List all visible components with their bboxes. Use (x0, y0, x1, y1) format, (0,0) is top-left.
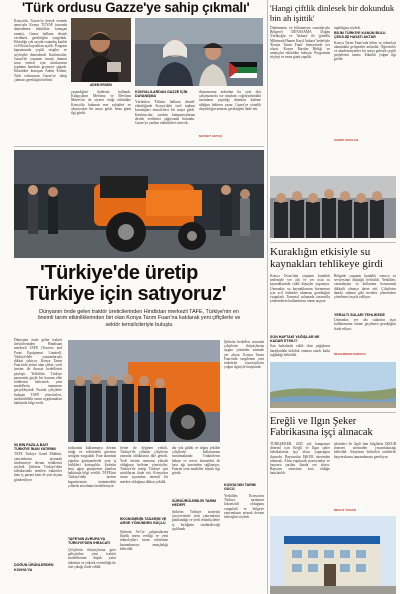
top-photo-2 (135, 18, 263, 86)
right-article1-byline: AHMET ARSLAN (334, 138, 358, 142)
main-col3-subhead: EKONOMİNİN TASARIM VE ARGE YÖNÜNDEN GÜÇLÜ (120, 517, 167, 526)
main-photo-tractor (14, 150, 264, 258)
right-headline-3: Ereğli ve Ilgın Şeker Fabrikasına işçi alınacak (270, 416, 373, 439)
right-divider-1 (270, 242, 396, 243)
right-article3-byline: MESUT TURAN (334, 508, 356, 512)
main-col5-subhead: KONYA'NIN TARIM GÜCÜ (224, 483, 256, 492)
main-col1-subhead2: DOĞUN ÜRÜNLERDEN KONYA'YA (14, 563, 54, 572)
right-article1-col1: Dinlemenin ve bilinmeyen vasıtalarıyla Bölgesel DENASAMA Doğan Yürükoğlu ve 'Ankara' ile 'gönüllü Mihrimah Hanım Kaşif Ankara' hedefiyle 'Konya Tarım Fuarı' bünyesinde yer alıyor. Konya Barolar Birliği ve sanatçılar etkinlikte buluştu. Programda söyleşi ve imza günü yapıldı. (270, 26, 330, 60)
main-col1-text2: TAFE Türkiye Genel Müdürü, yatırımlarını artırarak sürdürmeye devam ettiklerini söyledi. Şirketin Türkiye'deki fabrikasında üretilen traktörler hem iç pazara hem de yurt dışına gönderiliyor. (14, 452, 62, 482)
right-article2-subhead2: YERALTI SULARI TEHLİKEDE (334, 313, 385, 317)
right-article2-col2-text2: Uzmanlar, yer altı sularının aşırı kullanımının önüne geçilmesi gerektiğini ifade ediyor. (334, 318, 396, 331)
right-article1-col2-text2: Konya Tarım Fuarı'nda bilim ve teknoloji alanındaki gelişmeler anlatıldı. Öğrenciler ve akademisyenler bir araya gelerek çeşitli projelerini tanıttı. Etkinlik yoğun ilgi gördü. (334, 40, 396, 62)
main-col5-text: Şirketin hedefleri arasında çiftçilerin ihtiyaçlarına uygun çözümler sunmak yer alıyor. Konya Tarım Fuarı'nda sergilenen yeni traktörler ziyaretçilerin yoğun ilgisiyle karşılandı. (224, 340, 264, 370)
main-headline-line2: Türkiye için satıyoruz' (26, 283, 227, 305)
right-article2-subhead1: SON HAFTAKİ YAĞIŞLAR NE KADAR ETKİLİ? (270, 335, 320, 344)
right-article1-subhead: BİLİM TÜRKİYE KANUN BULU ÇEKİLİŞİ HAYATI AKTAR (334, 31, 386, 40)
top-article-col4: duyurmanın ardından bu yeni dizi çalışmasında ise mazlum coğrafyalardaki insanların yaşadığı dramları kaleme aldığını belirten yazar, Gazze'ye yönelik duyarlılığın artması gerektiğini ifade etti. (199, 90, 261, 111)
right-divider-2 (270, 412, 396, 413)
right-photo-1 (270, 176, 396, 238)
top-article-col3: Yürütülen 'Filistin halkına destek' etkinliğinde Konya'daki sivil toplum kuruluşları temsilcileri bir araya geldi. Katılımcılar, yardım kampanyalarına destek verilmesi çağrısında bulundu. Gazze'ye yardım etkinlikleri sürecek. (135, 100, 195, 126)
main-col2-subhead: TAFE'NIN AVRUPA'YA TÜRKIYE'DEN IHRACATI (68, 537, 111, 546)
main-col3-text: lerine de değinen yetkili, Türkiye'de yıllardır çiftçilerin yanında olduklarını dile getirdi. Yerli üretim oranının yüksek olduğunu belirten yöneticiler, Türkiye'de üretip Türkiye için sattıklarını ifade etti. Konya'nın tarım açısından önemli bir merkez olduğuna dikkat çekildi. (120, 446, 168, 484)
right-headline-1: 'Hangi çiftlik dinlesek bir dokunduk bin ah işittik' (270, 3, 395, 23)
main-deck: Dünyanın önde gelen traktör üreticilerinden Hindistan merkezli TAFE, Türkiye'nin en önemli tarım etkinliklerinden biri olan Konya Tarım Fuarı'na katılarak yeni çiftçilerle ve sektör temsilcileriyle buluştu (37, 309, 241, 328)
top-article-col2: yaşandığını' ifadesini kullandı. Kitapçıların Mevlana ve Mevlana Müzesi'ni de ziyaret ettiği etkinlikte Konya'da bulunan eser sahipleri ve okuyucular bir araya geldi. İmza günü ilgi gördü. (71, 90, 131, 116)
right-headline-2: Kuraklığın etkisiyle su kaynakları tehlikeye girdi (270, 246, 384, 270)
right-article2-col2 (334, 274, 396, 356)
top-article-col1: Konya'da, 'Gazze'ye destek vermek amacıyla Konya TÜYAP fuarında düzenlenen etkinlikte konuşan sanatçı, Gazze halkına destek verilmesi gerektiğini vurguladı. Etkinliğe çok sayıda vatandaş katıldı ve Filistin bayrakları açıldı. Program kapsamında çeşitli sergiler ve söyleşiler düzenlendi. Katılımcılar, Gazze'de yaşanan insani dramın sona ermesi için uluslararası toplumu harekete geçmeye çağırdı. Etkinlikte konuşan Adem Erdem, Türk ordusunun Gazze'ye sahip çıkması gerektiğini belirtti. (14, 19, 67, 82)
top-photo-1-caption: ADEM ERDEM (90, 83, 112, 87)
main-col4-subhead: SÜRDÜRÜLEBİLİR TARIM HEDEFİ (172, 499, 217, 508)
right-article2-byline: MUHARREM DURSUN (334, 352, 366, 357)
right-article2-col2-text: Bölgede yaşanan kuraklık sonucu su seviyesinin düştüğü belirtildi. Yetkililer, vatandaşları su kullanımı konusunda dikkatli olmaya davet etti. Çiftçilerin damla sulama gibi modern yöntemlere yönelmesi teşvik ediliyor. (334, 274, 396, 300)
right-article2-col1-text2: Son haftalarda etkili olan yağışların barajlardaki doluluk oranına sınırlı katkı sağladığı belirtildi. (270, 344, 330, 357)
divider (14, 146, 264, 147)
main-col1 (14, 338, 62, 594)
right-article2-col1-text: Konya Ovası'nda yaşanan kuraklık nedeniyle yer altı ve yer üstü su kaynaklarında ciddi düşüşler yaşanıyor. Uzmanlar, su kaynaklarının korunması için acil önlemler alınması gerektiğini vurguladı. Tarımsal sulamada tasarruflu yöntemlerin kullanılması önem taşıyor. (270, 274, 330, 304)
main-headline-line1: 'Türkiye'de üretip (40, 262, 198, 284)
right-photo-2 (270, 362, 396, 408)
main-col1-subhead: 50 BİN PAZILA BAYİ TÜRKİYE İNAN YATIRIMI (14, 443, 56, 452)
main-col4-text: dar yüz güldü ve doğru şekilde çiftçilerin kullanımına sunulmaktadır. Traktörlerin bakım ve servis hizmetleri de bayi ağı üzerinden sağlanıyor. Fuarda yeni modeller büyük ilgi gördü. (172, 446, 220, 476)
main-col2-text2: Çiftçilerin ihtiyaçlarına göre geliştirilen yeni traktör modellerinin düşük yakıt tüketimi ve yüksek verimliliği ile öne çıktığı ifade edildi. (68, 548, 116, 569)
main-col4-text2: Şirketin Türkiye stratejisi çerçevesinde yeni yatırımların planlandığı ve yerli tedarikçilerle iş birliğinin sürdürüleceği açıklandı. (172, 510, 220, 531)
right-article2-col1 (270, 274, 330, 357)
main-col1-text: Dünyanın önde gelen traktör üreticilerinden Hindistan merkezli TAFE (Tractors and Farm Equipment Limited), Türkiye'deki yatırımlarıyla dikkat çekiyor. Konya Tarım Fuarı'nda yerini alan şirket, yerli üretim ile ihracat hedeflerini paylaştı. Yetkililer, Türkiye pazarında güçlü bir konum elde ettiklerini belirterek yeni modellerin tanıtımını gerçekleştirdi. Fuarda çiftçilerle buluşan TAFE yöneticileri, sürdürülebilir tarım uygulamaları hakkında bilgi verdi. (14, 338, 62, 406)
top-headline: 'Türk ordusu Gazze'ye sahip çıkmalı' (22, 0, 250, 15)
top-col3-caption: KONYALILARDAN GAZZE İÇİN DAYANIŞMA (135, 90, 188, 99)
right-article1-col2 (334, 26, 396, 127)
right-article3-col1: TÜRKŞEKER, 2025 yılı kampanya dönemi için Ereğli ve Ilgın şeker fabrikalarına işçi alımı yapacağını duyurdu. Başvurular İŞKUR üzerinden alınacak. Alım yapılacak pozisyonlar ve başvuru şartları ilanda yer alıyor. Başvuru süresinin kısa olduğu hatırlatıldı. (270, 442, 330, 476)
main-col5-text2: Yetkililer, Konya'nın Türkiye tarımının lokomotifi olduğunu vurguladı ve bölgeye yatırımların artarak devam edeceğini söyledi. (224, 494, 264, 520)
top-photo-1 (71, 18, 131, 82)
right-article1-col2-text: tapıldığını söyledi. (334, 26, 361, 30)
right-photo-3 (270, 516, 396, 594)
main-col2-text: tarlasında kullanmaya devam ettiği ve sektördeki güvenin arttığını vurguladı. Fuar alanında yapılan görüşmelerde yeni iş birlikleri konuşuldu. Şirketin bayi ağını genişletme planları hakkında bilgi verildi. TAFE'nin Türkiye'deki üretim kapasitesinin önümüzdeki yıllarda artırılması hedefleniyor. (68, 446, 116, 488)
page-gutter (267, 0, 268, 594)
main-photo-group (68, 340, 220, 442)
main-col3-text2: Şirketin Ar-Ge çalışmalarına büyük önem verdiği ve yeni teknolojileri tarım sektörüne kazandırmayı amaçladığı belirtildi. (120, 530, 168, 551)
top-byline: ŞEVKET AKTAŞ (199, 134, 222, 138)
right-article3-col2: işlemleri ile ilgili tüm bilgilerin İŞKUR internet sitesinden yayımlanacağı belirtildi. Adayların belirtilen tarihlerde başvurularını tamamlaması gerekiyor. (334, 442, 396, 459)
